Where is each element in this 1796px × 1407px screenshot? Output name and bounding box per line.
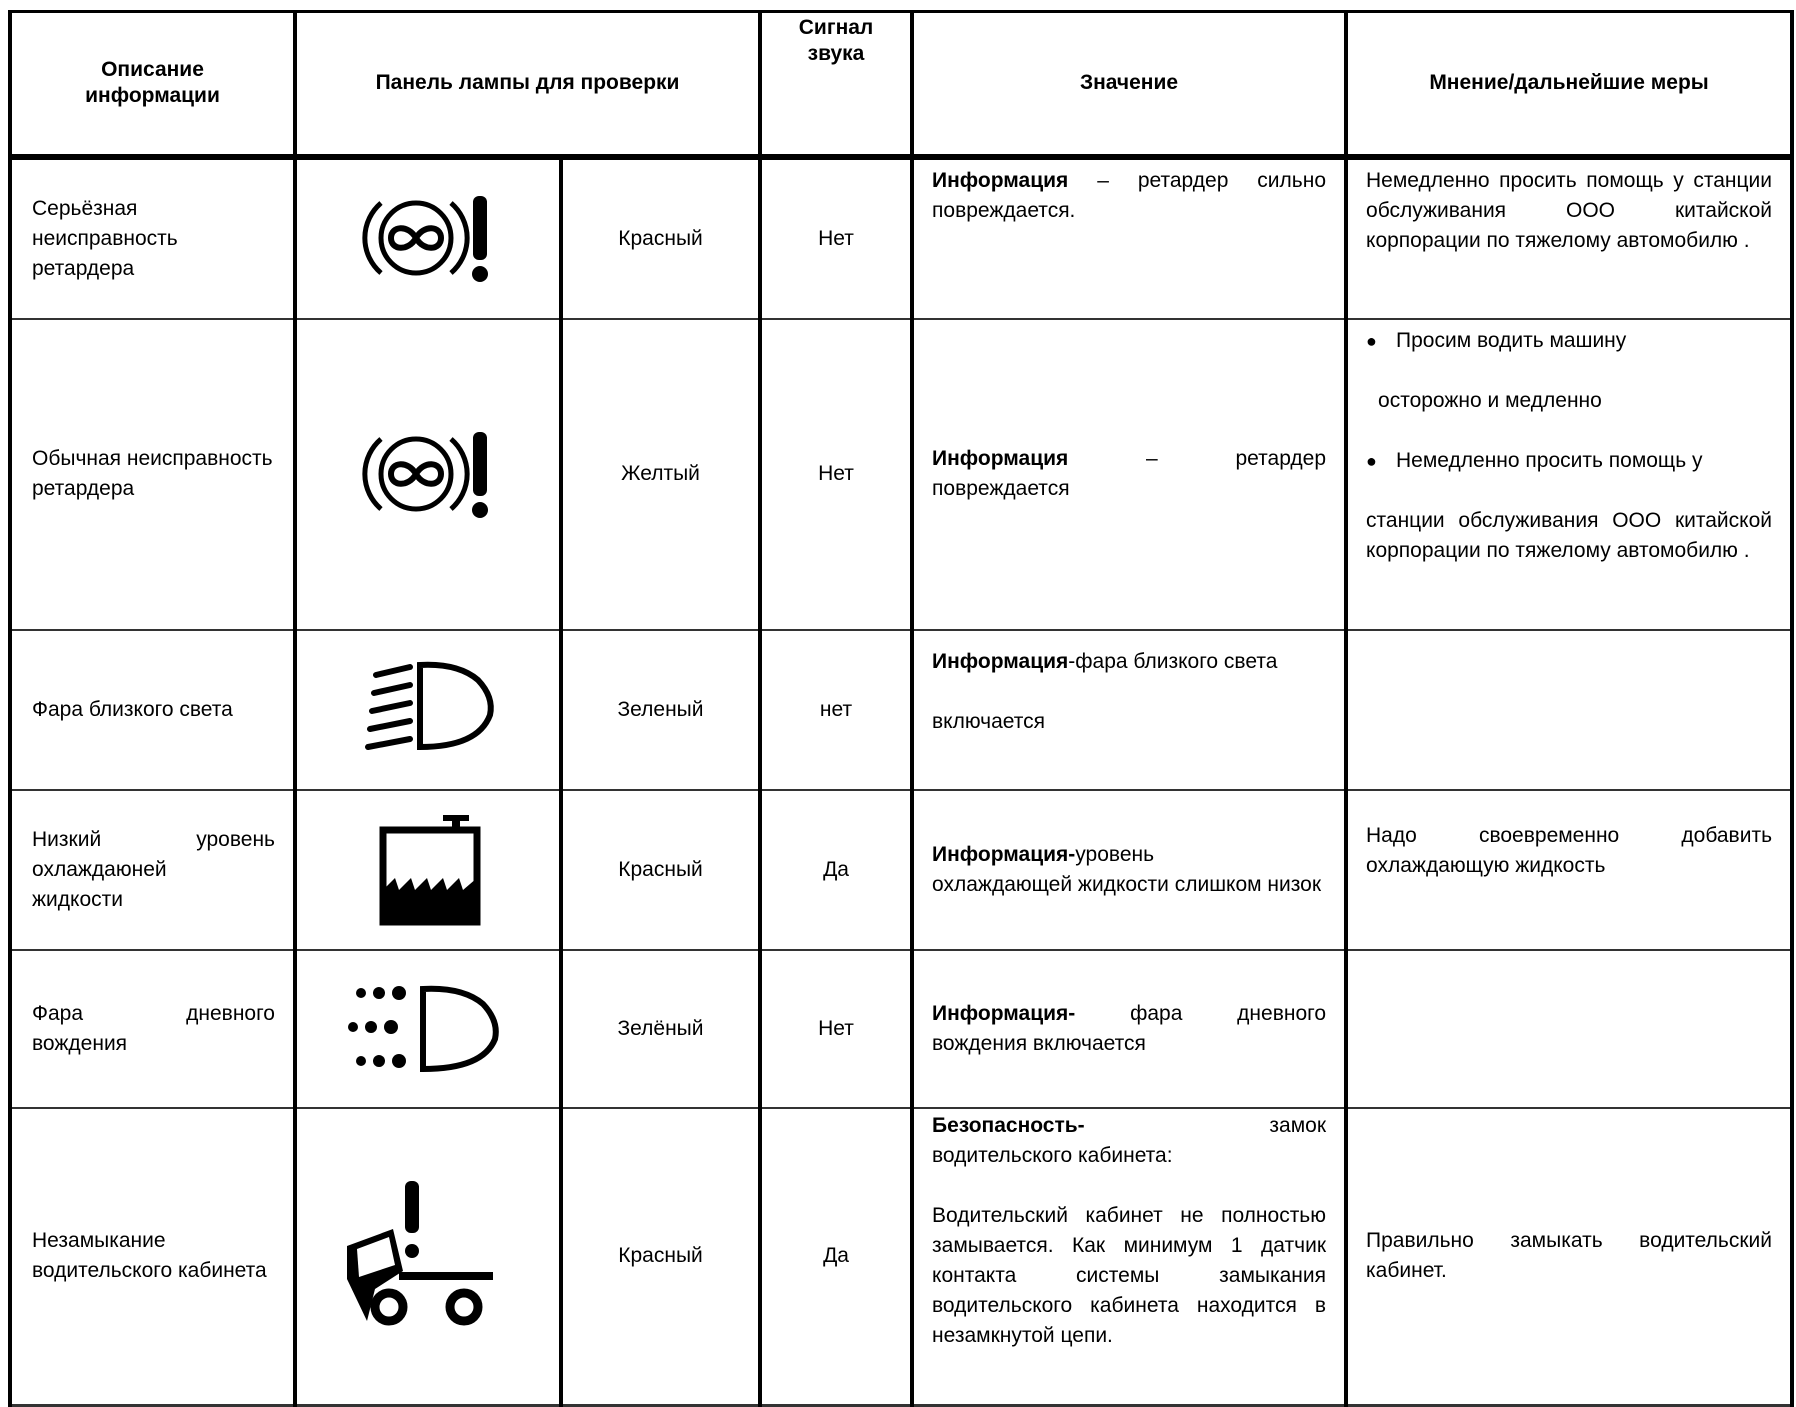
meaning-cell: [912, 157, 1346, 319]
meaning-text-2: Водительский кабинет не полностью замывается. Как минимум 1 датчик контакта системы замыкания водительского кабинета находится в незамкнутой цепи.: [932, 1203, 1327, 1347]
row-description: Серьёзная неисправность ретардера: [10, 157, 295, 319]
action-cell: Немедленно просить помощь у станции обслуживания ООО китайской корпорации по тяжелому автомобилю .: [1346, 157, 1792, 319]
lamp-color: Красный: [561, 157, 760, 319]
sound-signal-value: Да: [760, 790, 912, 950]
header-action: Мнение/дальнейшие меры: [1346, 12, 1792, 157]
row-description-line1: Фара дневного: [32, 1001, 275, 1025]
lamp-color: Зелёный: [561, 950, 760, 1108]
row-description-rest: охлаждаюней жидкости: [32, 857, 167, 911]
row-description: [10, 790, 295, 950]
header-description: Описание информации: [10, 12, 295, 157]
meaning-cell: [912, 1108, 1346, 1406]
lamp-color: Красный: [561, 1108, 760, 1406]
sound-signal-value: Нет: [760, 157, 912, 319]
lamp-icon-cell: [295, 319, 561, 630]
header-panel-lamp: Панель лампы для проверки: [295, 12, 760, 157]
meaning-label: Информация: [932, 649, 1069, 673]
meaning-text: уровень: [1075, 842, 1155, 866]
meaning-label: Информация: [932, 168, 1069, 192]
sound-signal-value: Нет: [760, 950, 912, 1108]
meaning-cell: [912, 790, 1346, 950]
meaning-text: -фара близкого света: [1068, 649, 1278, 673]
meaning-text-2: включается: [932, 709, 1045, 733]
sound-signal-value: нет: [760, 630, 912, 790]
table-row: [10, 157, 1792, 319]
meaning-text: фара дневного вождения включается: [932, 1001, 1327, 1055]
action-bullet: [1366, 326, 1772, 356]
meaning-text: повреждается: [932, 477, 1070, 500]
meaning-dash: –: [1146, 447, 1158, 470]
action-cell: Правильно замыкать водительский кабинет.: [1346, 1108, 1792, 1406]
action-cell: [1346, 319, 1792, 630]
meaning-text: – ретардер сильно повреждается.: [932, 168, 1327, 222]
table-row: [10, 1108, 1792, 1406]
meaning-word: ретардер: [1235, 447, 1327, 470]
lamp-icon-cell: [295, 950, 561, 1108]
action-cell: [1346, 950, 1792, 1108]
bullet-icon: ●: [1366, 330, 1377, 351]
row-description-line1: Низкий уровень: [32, 827, 275, 851]
action-cell: Надо своевременно добавить охлаждающую жидкость: [1346, 790, 1792, 950]
table-row: [10, 950, 1792, 1108]
retarder-warning-icon: [353, 422, 503, 527]
row-description: Фара близкого света: [10, 630, 295, 790]
meaning-label: Информация: [932, 447, 1069, 470]
lamp-color: Желтый: [561, 319, 760, 630]
row-description: Незамыкание водительского кабинета: [10, 1108, 295, 1406]
lamp-icon-cell: [295, 790, 561, 950]
lamp-icon-cell: [295, 1108, 561, 1406]
coolant-level-icon: [373, 812, 483, 927]
table-row: [10, 790, 1792, 950]
action-cell: [1346, 630, 1792, 790]
lamp-color: Зеленый: [561, 630, 760, 790]
low-beam-headlight-icon: [358, 655, 498, 765]
meaning-cell: [912, 630, 1346, 790]
meaning-line: [932, 444, 1326, 474]
lamp-icon-cell: [295, 630, 561, 790]
meaning-word: замок: [1269, 1113, 1327, 1137]
meaning-line: [932, 1111, 1326, 1141]
lamp-icon-cell: [295, 157, 561, 319]
lamp-color: Красный: [561, 790, 760, 950]
sound-signal-value: Да: [760, 1108, 912, 1406]
table-row: [10, 319, 1792, 630]
meaning-cell: [912, 950, 1346, 1108]
sound-signal-value: Нет: [760, 319, 912, 630]
action-bullet: [1366, 446, 1772, 476]
row-description-rest: вождения: [32, 1031, 128, 1055]
cab-unlocked-icon: [343, 1181, 513, 1331]
meaning-label: Информация-: [932, 842, 1076, 866]
meaning-label: Информация-: [932, 1001, 1076, 1025]
row-description: [10, 950, 295, 1108]
bullet-icon: ●: [1366, 450, 1377, 471]
retarder-warning-icon: [353, 186, 503, 291]
table-row: [10, 630, 1792, 790]
bullet-text-continued: станции обслуживания ООО китайской корпорации по тяжелому автомобилю .: [1366, 508, 1773, 562]
meaning-label: Безопасность-: [932, 1113, 1085, 1137]
daytime-running-light-icon: [343, 979, 513, 1079]
bullet-text-continued: осторожно и медленно: [1378, 388, 1602, 412]
meaning-cell: [912, 319, 1346, 630]
bullet-text: Немедленно просить помощь у: [1396, 448, 1703, 472]
row-description: Обычная неисправность ретардера: [10, 319, 295, 630]
table-header-row: [10, 12, 1792, 157]
bullet-text: Просим водить машину: [1396, 328, 1627, 352]
header-meaning: Значение: [912, 12, 1346, 157]
header-sound-signal: Сигнал звука: [760, 12, 912, 157]
warning-lamps-table: [8, 10, 1794, 1407]
meaning-text: водительского кабинета:: [932, 1143, 1173, 1167]
meaning-text-2: охлаждающей жидкости слишком низок: [932, 872, 1322, 896]
